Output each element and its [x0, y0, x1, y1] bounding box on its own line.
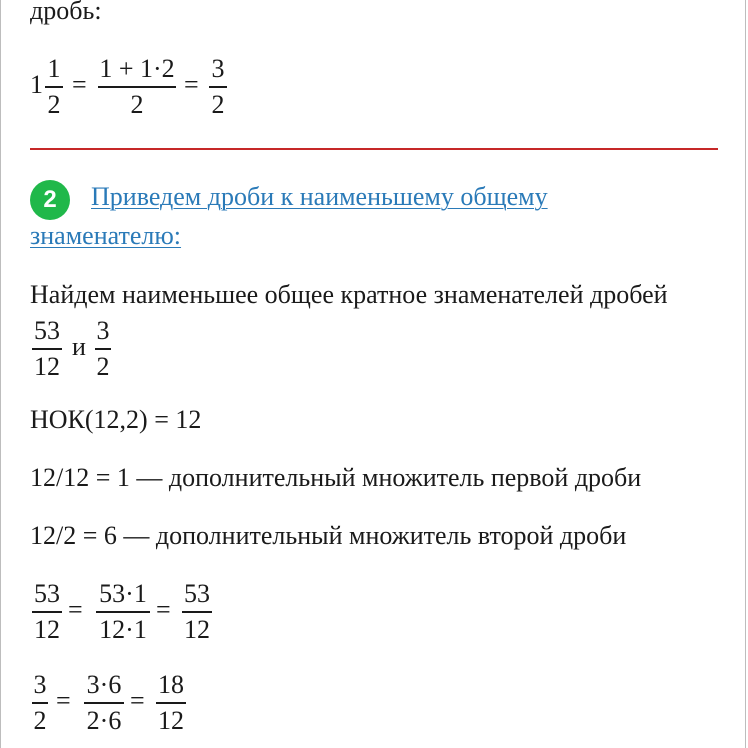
fraction-numerator: 18	[158, 670, 184, 699]
equals-sign: =	[130, 686, 145, 715]
fraction-denominator: 2	[96, 352, 110, 381]
fraction-numerator: 3	[211, 54, 225, 83]
fraction-bar	[182, 611, 212, 613]
fraction-denominator: 12	[184, 615, 210, 644]
fraction-bar	[156, 702, 186, 704]
equals-sign: =	[68, 595, 83, 624]
fraction-numerator: 53	[34, 316, 60, 345]
equals-sign: =	[56, 686, 71, 715]
equation-b-right-fraction	[156, 670, 186, 736]
fraction-53-12	[32, 316, 62, 382]
fraction-numerator: 1 + 1·2	[99, 54, 175, 83]
step-title-link-continued[interactable]: знаменателю:	[30, 221, 182, 250]
find-lcm-text: Найдем наименьшее общее кратное знаменателей дробей	[30, 280, 668, 309]
fraction-numerator: 3·6	[86, 670, 122, 699]
step-number-badge: 2	[30, 180, 70, 220]
fraction-numerator: 53	[184, 579, 210, 608]
fraction-bar	[96, 611, 150, 613]
equals-sign: =	[156, 595, 171, 624]
fraction-numerator: 53	[34, 579, 60, 608]
fraction-denominator: 12	[158, 706, 184, 735]
fraction-numerator: 1	[47, 54, 61, 83]
fraction-bar	[32, 702, 48, 704]
fraction-bar	[95, 348, 111, 350]
fraction-bar	[209, 86, 227, 88]
step-title-link[interactable]: Приведем дроби к наименьшему общему	[91, 182, 548, 211]
equals-sign: =	[184, 70, 199, 99]
equation-a-middle-fraction	[96, 579, 150, 645]
fraction-bar	[32, 611, 62, 613]
section-divider	[30, 148, 718, 150]
fraction-denominator: 12·1	[99, 615, 147, 644]
fraction-denominator: 2·6	[86, 706, 122, 735]
fraction-denominator: 12	[34, 352, 60, 381]
equation-a-right-fraction	[182, 579, 212, 645]
fraction-numerator: 3	[33, 670, 47, 699]
equation-b-left-fraction	[32, 670, 48, 736]
fraction-numerator: 53·1	[99, 579, 147, 608]
equals-sign: =	[72, 70, 87, 99]
second-multiplier-line: 12/2 = 6 — дополнительный множитель второй дроби	[30, 521, 627, 550]
conversion-fraction	[98, 54, 176, 120]
result-fraction	[209, 54, 227, 120]
fraction-bar	[32, 348, 62, 350]
fraction-denominator: 2	[47, 90, 61, 119]
first-multiplier-line: 12/12 = 1 — дополнительный множитель первой дроби	[30, 463, 642, 492]
fraction-denominator: 12	[34, 615, 60, 644]
conjunction: и	[72, 332, 86, 361]
lcm-line: НОК(12,2) = 12	[30, 405, 202, 434]
fraction-3-2	[95, 316, 111, 382]
fraction-numerator: 3	[96, 316, 110, 345]
equation-b-middle-fraction	[84, 670, 124, 736]
equation-a-left-fraction	[32, 579, 62, 645]
mixed-fraction	[45, 54, 63, 120]
mixed-whole: 1	[30, 70, 43, 99]
fraction-denominator: 2	[211, 90, 225, 119]
intro-text: дробь:	[30, 0, 102, 25]
fraction-bar	[98, 86, 176, 88]
fraction-bar	[84, 702, 124, 704]
fraction-denominator: 2	[130, 90, 144, 119]
fraction-denominator: 2	[33, 706, 47, 735]
fraction-bar	[45, 86, 63, 88]
